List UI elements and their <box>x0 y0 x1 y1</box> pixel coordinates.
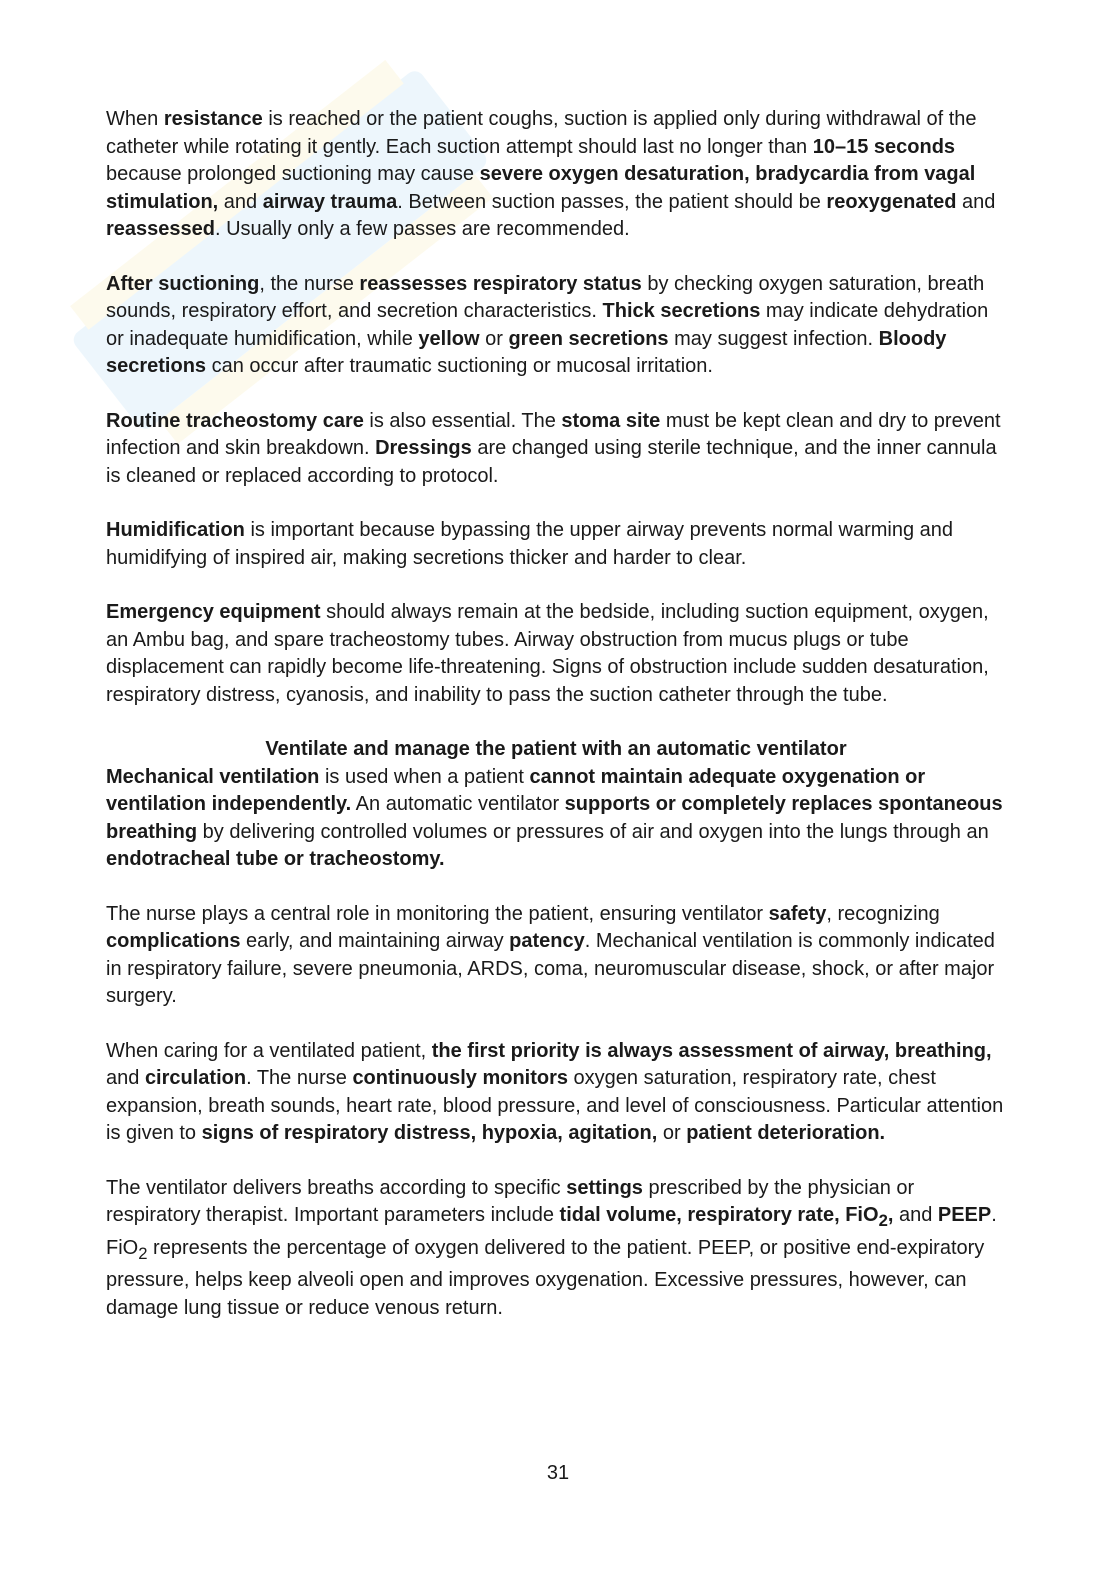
bold-segment: resistance <box>163 108 263 130</box>
text-segment: are changed using sterile technique, and the inner cannula is cleaned or replaced according to protocol. <box>106 437 997 487</box>
paragraph <box>106 106 1006 244</box>
bold-segment: 10–15 seconds <box>812 135 956 158</box>
paragraph-group-1 <box>106 106 1006 709</box>
text-segment: is important because bypassing the upper airway prevents normal warming and humidifying of inspired air, making secretions thicker and harder to clear. <box>106 519 954 569</box>
subscript-segment: 2 <box>878 1211 888 1230</box>
text-segment: . Mechanical ventilation is commonly indicated in respiratory failure, severe pneumonia, ARDS, coma, neuromuscular disease, shock, or after major surgery. <box>106 930 995 1007</box>
bold-segment: supports or completely replaces spontaneous breathing <box>106 793 1003 843</box>
bold-segment: reoxygenated <box>826 190 957 213</box>
bold-segment: Bloody secretions <box>106 327 947 377</box>
text-segment: The ventilator delivers breaths according to specific <box>106 1176 567 1199</box>
bold-segment: stoma site <box>561 409 661 432</box>
text-segment: and <box>106 1067 145 1089</box>
bold-segment: FiO <box>845 1204 879 1226</box>
text-segment: . FiO <box>106 1204 997 1259</box>
bold-segment: yellow <box>418 327 480 350</box>
bold-segment: patient deterioration. <box>686 1122 886 1144</box>
paragraph <box>106 517 1006 572</box>
bold-segment: endotracheal tube or tracheostomy. <box>106 848 445 870</box>
text-segment: and <box>218 190 263 213</box>
text-segment: , the nurse <box>259 272 360 295</box>
text-segment: is also essential. The <box>363 409 562 432</box>
bold-segment: green secretions <box>508 327 669 350</box>
paragraph-ventilator-settings <box>106 1175 1006 1323</box>
text-segment: . Usually only a few passes are recommended. <box>214 218 630 240</box>
text-segment: is used when a patient <box>319 765 530 788</box>
text-segment: by delivering controlled volumes or pressures of air and oxygen into the lungs through an <box>197 820 989 843</box>
bold-segment: Humidification <box>106 519 245 541</box>
bold-segment: After suctioning <box>106 272 260 295</box>
bold-segment: tidal volume, respiratory rate, <box>559 1204 840 1226</box>
text-segment: , recognizing <box>826 902 940 925</box>
bold-segment: complications <box>106 930 241 952</box>
paragraph <box>106 599 1006 709</box>
text-segment: represents the percentage of oxygen delivered to the patient. PEEP, or positive end-expiratory pressure, helps keep alveoli open and improves oxygenation. Excessive pressures, however, can damage lung tissue or reduce venous return. <box>106 1236 985 1319</box>
text-segment: because prolonged suctioning may cause <box>106 163 480 185</box>
bold-segment: cannot maintain adequate oxygenation or ventilation independently. <box>106 765 926 815</box>
text-segment: An automatic ventilator <box>351 793 565 815</box>
text-segment: may indicate dehydration or inadequate humidification, while <box>106 300 989 350</box>
section-heading: Ventilate and manage the patient with an automatic ventilator <box>265 738 847 760</box>
text-segment: When <box>106 108 164 130</box>
bold-segment: Routine tracheostomy care <box>106 409 364 432</box>
bold-segment: patency <box>509 930 585 952</box>
bold-segment: settings <box>566 1176 643 1199</box>
bold-segment: Emergency equipment <box>106 601 321 623</box>
text-segment: or <box>657 1122 687 1144</box>
text-segment: early, and maintaining airway <box>240 930 510 952</box>
bold-segment: severe oxygen desaturation, bradycardia from vagal stimulation, <box>106 163 976 213</box>
text-segment: oxygen saturation, respiratory rate, chest expansion, breath sounds, heart rate, blood pressure, and level of consciousness. Particular attention is given to <box>106 1067 1004 1144</box>
paragraph <box>106 271 1006 381</box>
subscript-segment: 2 <box>138 1243 148 1263</box>
bold-segment: reassessed <box>106 218 215 240</box>
text-segment: . The nurse <box>246 1067 353 1089</box>
text-segment: can occur after traumatic suctioning or mucosal irritation. <box>206 355 713 377</box>
bold-segment: Mechanical ventilation <box>106 765 320 788</box>
paragraph <box>106 901 1006 1011</box>
text-segment: and <box>956 190 996 213</box>
bold-segment: the first priority is always assessment of airway, breathing, <box>431 1039 992 1062</box>
document-body <box>106 106 1006 1349</box>
bold-segment: signs of respiratory distress, hypoxia, agitation, <box>201 1122 658 1144</box>
text-segment: is reached or the patient coughs, suction is applied only during withdrawal of the catheter while rotating it gently. Each suction attempt should last no longer than <box>106 108 977 158</box>
bold-segment: continuously monitors <box>352 1067 568 1089</box>
text-segment: must be kept clean and dry to prevent infection and skin breakdown. <box>106 409 1001 459</box>
bold-segment: airway trauma <box>262 190 398 213</box>
text-segment: may suggest infection. <box>668 327 879 350</box>
paragraph <box>106 408 1006 491</box>
text-segment: . Between suction passes, the patient should be <box>397 190 827 213</box>
paragraph-group-2 <box>106 764 1006 1148</box>
text-segment: and <box>893 1204 938 1226</box>
page-number: 31 <box>546 1462 570 1484</box>
text-segment: or <box>479 327 509 350</box>
paragraph <box>106 764 1006 874</box>
text-segment: The nurse plays a central role in monitoring the patient, ensuring ventilator <box>106 902 769 925</box>
bold-segment: Thick secretions <box>602 300 761 322</box>
text-segment: When caring for a ventilated patient, <box>106 1039 432 1062</box>
text-segment: should always remain at the bedside, including suction equipment, oxygen, an Ambu bag, and spare tracheostomy tubes. Airway obstruction from mucus plugs or tube displacement can rapidly become life-threatening. Signs of obstruction include sudden desaturation, respiratory distress, cyanosis, and inability to pass the suction catheter through the tube. <box>106 601 989 706</box>
text-segment: by checking oxygen saturation, breath sounds, respiratory effort, and secretion characteristics. <box>106 272 985 322</box>
paragraph <box>106 1038 1006 1148</box>
text-segment: prescribed by the physician or respiratory therapist. Important parameters include <box>106 1176 915 1226</box>
bold-segment: PEEP <box>937 1204 992 1226</box>
bold-segment: safety <box>768 902 827 925</box>
bold-segment: circulation <box>144 1067 247 1089</box>
bold-segment: Dressings <box>375 437 472 459</box>
bold-segment: reassesses respiratory status <box>359 272 642 295</box>
bold-segment: , <box>887 1204 894 1226</box>
